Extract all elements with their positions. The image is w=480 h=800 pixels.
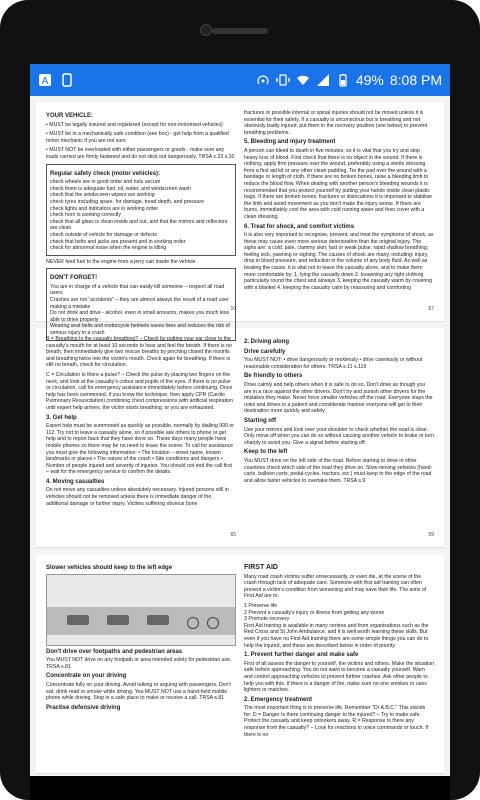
section-heading: Concentrate on your driving	[46, 673, 127, 680]
paragraph: B = Breathing Is the casualty breathing? – Check by putting your ear close to the casualty's mouth for at least 10 seconds to hear and feel the breath. If there is no breath, then immediately give two rescue breaths by pinching closed the nostrils and breathing twice into the victim's mouth. Check again for breathing. If there is still no breath, check for circulation.	[46, 336, 232, 369]
car-shape	[107, 615, 129, 625]
paragraph: You MUST NOT drive on any footpath or area intended solely for pedestrian use. TRSA s.81	[46, 657, 232, 670]
page-right	[244, 336, 434, 539]
car-shape	[147, 615, 169, 625]
box-line: check horn is working correctly	[50, 212, 121, 219]
svg-text:A: A	[41, 76, 49, 87]
paragraph: Expert help must be summoned as quickly as possible, normally by dialling 999 or 112. Try not to leave a casualty alone, so if possible ask others to phone or get help and to report back that they have done so. These days many people have mobile phones so there may be no need to leave the scene. To call for assistance you must give the following information: • The location – street name, known landmarks or places • The nature of the crash • Site conditions and dangers • Number of people injured and severity of injuries. You should not end the call first – wait for the emergency service to confirm the details.	[46, 423, 234, 476]
navigation-bar	[30, 776, 450, 800]
box-line: Crashes are not "accidents" – they are almost always the result of a road user making a mistake	[50, 297, 229, 310]
section-heading: Starting off	[244, 417, 276, 424]
box-line: Do not drink and drive - alcohol, even in small amounts, makes you much less able to drive properly	[50, 310, 230, 323]
list-item: 3 Promote recovery	[244, 616, 290, 623]
page-right	[244, 110, 434, 313]
section-heading: 4. Moving casualties	[46, 478, 105, 485]
list-item: 1 Preserve life	[244, 602, 278, 609]
box-title: DON'T FORGET!	[50, 275, 98, 282]
paragraph: Many road crash victims suffer unnecessarily, or even die, at the scene of the crash through lack of adequate care. Someone with first aid training can often prevent a victim's condition from worsening and may save their life. The aims of First Aid are to:	[244, 573, 427, 600]
dont-forget-box	[46, 268, 236, 340]
page-left	[46, 562, 236, 765]
page-number: 16	[230, 306, 236, 313]
page-spread	[36, 328, 444, 548]
page-spread	[36, 554, 444, 774]
page-number: 67	[428, 306, 434, 313]
box-line: check that all glass is clean inside and out, and that the mirrors and reflectors are clean	[50, 218, 228, 232]
section-heading: 6. Treat for shock, and comfort victims	[244, 223, 355, 230]
status-bar	[30, 64, 450, 96]
signal-icon	[316, 73, 330, 87]
section-heading: FIRST AID	[244, 564, 278, 571]
section-heading: 2. Emergency treatment	[244, 696, 313, 703]
section-heading: 3. Get help	[46, 414, 77, 421]
list-item: 2 Prevent a casualty's injury or illness from getting any worse	[244, 609, 385, 616]
vibrate-icon	[276, 73, 290, 87]
car-shape	[67, 615, 89, 625]
box-line: check outside of vehicle for damage or defects	[50, 231, 157, 238]
paragraph: You MUST drive on the left side of the road. Before starting to drive in other countries check which side of the road they drive on. Slow-moving vehicles (hand-carts, balloon carts, pedal-cycles, tractors, etc.) must keep to the edge of the road and allow faster vehicles to overtake them. TRSA s.9	[244, 457, 433, 484]
box-title: Regular safety check (motor vehicles):	[50, 170, 161, 177]
wifi-icon	[296, 73, 310, 87]
paragraph: • MUST NOT be overloaded with either passengers or goods - make sure any loads carried are firmly fastened and do not stick out dangerously. TRSA s.33 s.10	[46, 147, 235, 160]
section-heading: Keep to the left	[244, 449, 288, 456]
box-line: check that the windscreen wipers are working	[50, 192, 155, 199]
road-illustration	[46, 574, 236, 646]
section-heading: YOUR VEHICLE:	[46, 113, 94, 119]
box-line: check wheels are in good order and nuts secure	[50, 179, 161, 186]
paragraph: First of all assess the danger to yourself, the victims and others. Make the situation safe before approaching. You do not want to become a casualty yourself. Warn and control approaching vehicles to prevent further crashes. Ask other people to help you with this. If there is a danger of fire, make sure no-one smokes or uses lighters or matches.	[244, 660, 435, 694]
paragraph: You MUST NOT: • drive dangerously or recklessly • drive carelessly or without reasonable consideration for others. TRSA s.11 s.119	[244, 357, 423, 370]
notification-a-icon	[38, 73, 52, 87]
paragraph: fractures or possible internal or spinal injuries should not be moved unless it is essential for their safety. If a casualty is unconscious but is breathing and not obviously badly injured, put them in the recovery position (see below) to prevent breathing problems.	[244, 110, 428, 136]
phone-icon	[60, 73, 74, 87]
section-heading: 2. Driving along	[244, 339, 290, 345]
section-heading: 1. Prevent further danger and make safe	[244, 652, 359, 659]
illustration-caption: Slower vehicles should keep to the left edge	[46, 565, 173, 571]
page-number: 65	[230, 532, 236, 539]
page-spread	[36, 102, 444, 337]
document-viewer[interactable]	[30, 96, 450, 780]
earpiece-speaker	[212, 28, 268, 34]
safety-check-box	[46, 164, 236, 256]
section-heading: 5. Bleeding and injury treatment	[244, 139, 336, 146]
paragraph: It is also very important to recognise, prevent, and treat the symptoms of shock, as these may cause even more serious deterioration than the original injury. The signs are: a cold, pale, clammy skin; fast or weak pulse; rapid shallow breathing; feeling sick, yawning or sighing. The causes of shock are many, including: injury, drop in blood pressure, and reduction in the volume of any body fluid. As well as treating the cause, it is vital not to leave the casualty alone, and to make them more comfortable by: 1. lying the casualty down 2. loosening any tight clothing particularly round the chest and airways 3. keeping the casualty warm by covering with a blanket 4. keeping the casualty calm by reassuring and comforting	[244, 232, 434, 291]
hotspot-icon	[256, 73, 270, 87]
box-line: check lights and indicators are in working order	[50, 205, 159, 212]
paragraph: Concentrate fully on your driving. Avoid talking or arguing with passengers. Don't eat, drink read or smoke while driving. You MUST NOT use a hand-held mobile phone while driving. Stop in a safe place to make or receive a call. TRSA s.81	[46, 681, 231, 702]
page-left	[46, 336, 236, 539]
section-heading: Practise defensive driving	[46, 704, 121, 711]
section-heading: Drive carefully	[244, 348, 286, 355]
paragraph: • MUST be legally insured and registered (except for non-motorised vehicles)	[46, 121, 223, 128]
battery-percentage: 49%	[355, 72, 384, 88]
page-right	[244, 562, 434, 765]
paragraph: The most important thing is to preserve life. Remember "Dr A.B.C." This stands for: D = Danger Is there continuing danger to the injured? – Try to make safe. Protect the casualty and keep onlookers away. R = Response Is there any response from the casualty? – Look for reactions to voice commands or touch. If there is no	[244, 705, 429, 738]
section-heading: Don't drive over footpaths and pedestrian areas	[46, 648, 183, 655]
battery-icon	[336, 73, 350, 87]
bicycle-shape	[207, 617, 219, 629]
box-line: check that belts and jacks are present and in working order	[50, 238, 186, 245]
paragraph: C = Circulation Is there a pulse? – Check the pulse by placing two fingers on the neck, and look at the casualty's colour and pupils of the eyes. If there is no pulse or circulation, call for emergency assistance immediately before continuing. Once help has been summoned, if you know the technique, then apply CPR (Cardio Pulmonary Resuscitation) combining chest compressions with artificial respiration until expert help arrives, the victim starts breathing, or you are exhausted.	[46, 371, 233, 411]
bicycle-shape	[187, 617, 199, 629]
page-left	[46, 110, 236, 337]
paragraph: • MUST be in a mechanically safe condition (see box) - get help from a qualified motor mechanic if you are not sure	[46, 131, 229, 144]
paragraph: A person can bleed to death in five minutes, so it is vital that you try and stop heavy loss of blood. First check that there is no object in the wound. If there is nothing, apply firm pressure over the wound, preferably using a sterile dressing from a first aid kit or any other clean padding. Tie the pad over the wound with a bandage or length of cloth. If there are no broken bones, raise a bleeding limb to reduce the blood flow. When dealing with another person's bleeding wounds it is recommended that you protect yourself by putting your hands inside clean plastic bags. If there are broken bones, fractures or dislocations it is important to stabilise the limb and avoid movement as you don't make the injury worse. If there are burns, immediately cool the area with cold running water and then cover with a clean dressing.	[244, 147, 432, 220]
clock: 8:08 PM	[389, 72, 442, 88]
page-number: 59	[428, 532, 434, 539]
box-line: You are in charge of a vehicle that can easily kill someone – respect all road users	[50, 283, 225, 297]
box-line: Wearing seat belts and motorcycle helmets saves lives and reduces the risk of serious injury in a crash	[50, 323, 230, 337]
screen	[30, 64, 450, 780]
box-line: check for abnormal noise when the engine is idling	[50, 245, 167, 252]
note: NEVER feed fuel to the engine from a jerry can inside the vehicle.	[46, 258, 197, 265]
paragraph: Do not move any casualties unless absolutely necessary. Injured persons still in vehicles should not be removed unless there is immediate danger of fire, additional damage or further injury. Victims suffering obvious bone	[46, 487, 229, 507]
paragraph: Drive calmly and help others when it is safe to do so. Don't drive as though you are in a race against the other drivers. Don't try and punish other drivers for the mistakes they make. Never force smaller vehicles off the road. Everyone stays the rules and drives in a patient and considerate manner everyone will get to their destination more quickly and safely.	[244, 381, 433, 415]
front-camera	[200, 24, 212, 36]
box-line: check there is adequate fuel, oil, water, and windscreen wash	[50, 185, 192, 192]
paragraph: First Aid training is available in many centres and from organisations such as the Red Cross and St John Ambulance, and it is well worth learning these skills. But even if you have no First Aid training there are some simple things you can do to help the injured, and these are described below in order of priority.	[244, 622, 429, 649]
box-line: check tyres including spare, for damage, tread depth, and pressure	[50, 198, 204, 205]
paragraph: Use your mirrors and look over your shoulder to check whether the road is clear. Only move off when you can do so without causing another vehicle to brake or turn sharply to avoid you. Give a signal before starting off.	[244, 426, 434, 446]
section-heading: Be friendly to others	[244, 373, 303, 380]
